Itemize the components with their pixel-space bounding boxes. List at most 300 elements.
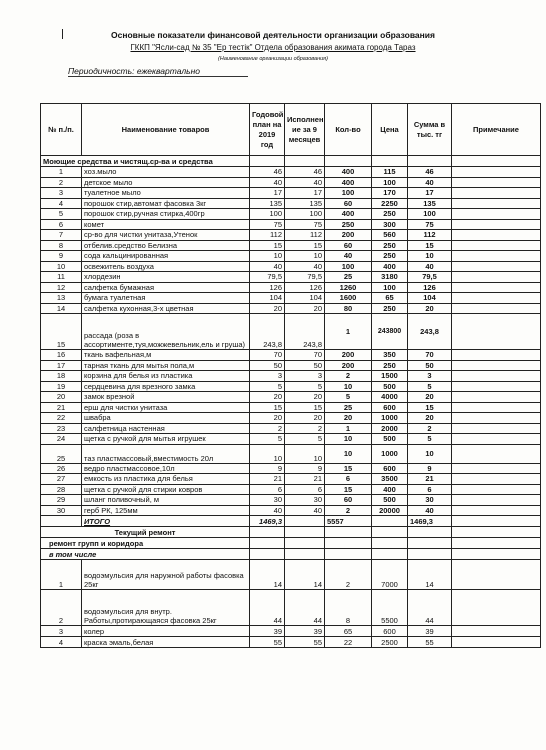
note — [452, 392, 541, 403]
sum: 17 — [408, 188, 452, 199]
quantity: 15 — [325, 484, 372, 495]
price: 1500 — [372, 371, 408, 382]
row-number: 29 — [41, 495, 82, 506]
annual-plan: 39 — [250, 626, 285, 637]
empty-cell — [285, 527, 325, 538]
table-row — [41, 209, 541, 220]
item-name: сода кальцинированная — [82, 251, 250, 262]
table-row — [41, 590, 541, 626]
execution-9-months: 2 — [285, 423, 325, 434]
note — [452, 314, 541, 350]
item-name: салфетка кухонная,3-х цветная — [82, 303, 250, 314]
quantity: 1 — [325, 314, 372, 350]
execution-9-months: 21 — [285, 474, 325, 485]
note — [452, 293, 541, 304]
quantity: 250 — [325, 219, 372, 230]
annual-plan: 75 — [250, 219, 285, 230]
empty-cell — [372, 549, 408, 560]
price: 500 — [372, 434, 408, 445]
sum: 15 — [408, 240, 452, 251]
execution-9-months: 70 — [285, 350, 325, 361]
empty-cell — [285, 156, 325, 167]
table-row — [41, 560, 541, 590]
col-header: Цена — [372, 104, 408, 156]
table-row — [41, 444, 541, 463]
sum: 40 — [408, 177, 452, 188]
quantity: 5 — [325, 392, 372, 403]
section-title: в том числе — [49, 549, 97, 559]
annual-plan: 112 — [250, 230, 285, 241]
table-row — [41, 314, 541, 350]
item-name: колер — [82, 626, 250, 637]
section-row — [41, 527, 541, 538]
execution-9-months: 39 — [285, 626, 325, 637]
annual-plan: 104 — [250, 293, 285, 304]
sum: 126 — [408, 282, 452, 293]
section-title-cell — [41, 538, 250, 549]
price: 2250 — [372, 198, 408, 209]
item-name: ведро пластмассовое,10л — [82, 463, 250, 474]
table-row — [41, 413, 541, 424]
price: 300 — [372, 219, 408, 230]
quantity: 2 — [325, 371, 372, 382]
price: 600 — [372, 402, 408, 413]
total-plan: 1469,3 — [250, 516, 285, 527]
sum: 20 — [408, 392, 452, 403]
note — [452, 282, 541, 293]
col-header: Кол-во — [325, 104, 372, 156]
price: 400 — [372, 484, 408, 495]
note — [452, 261, 541, 272]
price: 65 — [372, 293, 408, 304]
row-number: 30 — [41, 505, 82, 516]
item-name: щетка с ручкой для стирки ковров — [82, 484, 250, 495]
sum: 30 — [408, 495, 452, 506]
item-name: хоз.мыло — [82, 167, 250, 178]
empty-cell — [372, 527, 408, 538]
section-row — [41, 538, 541, 549]
execution-9-months: 50 — [285, 360, 325, 371]
organization-name: ГККП "Ясли-сад № 35 "Ер тестік" Отдела образования акимата города Тараз — [130, 43, 416, 52]
annual-plan: 15 — [250, 402, 285, 413]
table-row — [41, 198, 541, 209]
price: 243800 — [372, 314, 408, 350]
note — [452, 484, 541, 495]
note — [452, 219, 541, 230]
col-header: Наименование товаров — [82, 104, 250, 156]
section-title-cell — [41, 527, 250, 538]
note — [452, 444, 541, 463]
row-number: 22 — [41, 413, 82, 424]
empty-cell — [372, 516, 408, 527]
annual-plan: 243,8 — [250, 314, 285, 350]
item-name: краска эмаль,белая — [82, 637, 250, 648]
row-number: 23 — [41, 423, 82, 434]
table-header — [41, 104, 541, 156]
quantity: 200 — [325, 230, 372, 241]
sum: 14 — [408, 560, 452, 590]
periodicity: Периодичность: ежеквартально — [68, 66, 248, 77]
item-name: детское мыло — [82, 177, 250, 188]
table-row — [41, 177, 541, 188]
execution-9-months: 126 — [285, 282, 325, 293]
row-number: 14 — [41, 303, 82, 314]
price: 250 — [372, 360, 408, 371]
item-name: водоэмульсия для наружной работы фасовка 25кг — [82, 560, 250, 590]
row-number: 4 — [41, 637, 82, 648]
quantity: 10 — [325, 434, 372, 445]
sum: 75 — [408, 219, 452, 230]
annual-plan: 135 — [250, 198, 285, 209]
price: 1000 — [372, 413, 408, 424]
table-row — [41, 434, 541, 445]
table-row — [41, 381, 541, 392]
execution-9-months: 243,8 — [285, 314, 325, 350]
col-header: Сумма в тыс. тг — [408, 104, 452, 156]
quantity: 2 — [325, 560, 372, 590]
row-number: 16 — [41, 350, 82, 361]
note — [452, 505, 541, 516]
item-name: порошок стир,ручная стирка,400гр — [82, 209, 250, 220]
note — [452, 423, 541, 434]
note — [452, 463, 541, 474]
row-number: 4 — [41, 198, 82, 209]
item-name: хлордезин — [82, 272, 250, 283]
table-row — [41, 188, 541, 199]
table-row — [41, 626, 541, 637]
empty-cell — [285, 516, 325, 527]
execution-9-months: 3 — [285, 371, 325, 382]
note — [452, 167, 541, 178]
quantity: 1600 — [325, 293, 372, 304]
row-number: 28 — [41, 484, 82, 495]
item-name: рассада (роза в ассортименте,туя,можжевельник,ель и груша) — [82, 314, 250, 350]
empty-cell — [372, 156, 408, 167]
sum: 135 — [408, 198, 452, 209]
execution-9-months: 17 — [285, 188, 325, 199]
quantity: 8 — [325, 590, 372, 626]
note — [452, 495, 541, 506]
sum: 79,5 — [408, 272, 452, 283]
row-number: 1 — [41, 560, 82, 590]
price: 20000 — [372, 505, 408, 516]
execution-9-months: 10 — [285, 251, 325, 262]
table-row — [41, 282, 541, 293]
annual-plan: 15 — [250, 240, 285, 251]
empty-cell — [452, 516, 541, 527]
sum: 20 — [408, 303, 452, 314]
annual-plan: 2 — [250, 423, 285, 434]
execution-9-months: 9 — [285, 463, 325, 474]
price: 600 — [372, 463, 408, 474]
empty-cell — [325, 156, 372, 167]
execution-9-months: 10 — [285, 444, 325, 463]
execution-9-months: 40 — [285, 177, 325, 188]
note — [452, 371, 541, 382]
empty-cell — [452, 156, 541, 167]
row-number: 20 — [41, 392, 82, 403]
annual-plan: 21 — [250, 474, 285, 485]
empty-cell — [452, 549, 541, 560]
quantity: 40 — [325, 251, 372, 262]
note — [452, 177, 541, 188]
quantity: 10 — [325, 381, 372, 392]
empty-cell — [452, 538, 541, 549]
empty-cell — [250, 549, 285, 560]
note — [452, 230, 541, 241]
note — [452, 626, 541, 637]
table-row — [41, 219, 541, 230]
price: 250 — [372, 251, 408, 262]
item-name: швабра — [82, 413, 250, 424]
annual-plan: 126 — [250, 282, 285, 293]
execution-9-months: 14 — [285, 560, 325, 590]
item-name: корзина для белья из пластика — [82, 371, 250, 382]
table-row — [41, 360, 541, 371]
sum: 70 — [408, 350, 452, 361]
section-title-cell — [41, 156, 250, 167]
section-title: Моющие средства и чистящ.ср-ва и средства — [43, 156, 213, 166]
empty-cell — [408, 527, 452, 538]
execution-9-months: 79,5 — [285, 272, 325, 283]
organization-note: (Наименование организации образования) — [218, 56, 328, 62]
sum: 21 — [408, 474, 452, 485]
quantity: 100 — [325, 188, 372, 199]
quantity: 20 — [325, 413, 372, 424]
table-row — [41, 261, 541, 272]
col-header: Примечание — [452, 104, 541, 156]
item-name: освежитель воздуха — [82, 261, 250, 272]
row-number: 21 — [41, 402, 82, 413]
row-number: 19 — [41, 381, 82, 392]
row-number: 5 — [41, 209, 82, 220]
quantity: 25 — [325, 272, 372, 283]
price: 3180 — [372, 272, 408, 283]
execution-9-months: 20 — [285, 392, 325, 403]
price: 250 — [372, 209, 408, 220]
row-number: 10 — [41, 261, 82, 272]
finance-table — [40, 103, 541, 648]
table-row — [41, 240, 541, 251]
annual-plan: 5 — [250, 434, 285, 445]
price: 3500 — [372, 474, 408, 485]
execution-9-months: 5 — [285, 434, 325, 445]
empty-cell — [372, 538, 408, 549]
note — [452, 637, 541, 648]
quantity: 1260 — [325, 282, 372, 293]
execution-9-months: 40 — [285, 261, 325, 272]
empty-cell — [41, 516, 82, 527]
sum: 15 — [408, 402, 452, 413]
annual-plan: 20 — [250, 303, 285, 314]
table-row — [41, 251, 541, 262]
sum: 10 — [408, 444, 452, 463]
item-name: емкость из пластика для белья — [82, 474, 250, 485]
note — [452, 251, 541, 262]
annual-plan: 50 — [250, 360, 285, 371]
table-row — [41, 392, 541, 403]
item-name: ерш для чистки унитаза — [82, 402, 250, 413]
note — [452, 272, 541, 283]
empty-cell — [325, 549, 372, 560]
price: 1000 — [372, 444, 408, 463]
table-row — [41, 474, 541, 485]
quantity: 10 — [325, 444, 372, 463]
item-name: комет — [82, 219, 250, 230]
section-title: Текущий ремонт — [114, 527, 176, 537]
note — [452, 590, 541, 626]
row-number: 2 — [41, 590, 82, 626]
quantity: 2 — [325, 505, 372, 516]
sum: 5 — [408, 381, 452, 392]
execution-9-months: 20 — [285, 303, 325, 314]
item-name: сердцевина для врезного замка — [82, 381, 250, 392]
item-name: ткань вафельная,м — [82, 350, 250, 361]
note — [452, 240, 541, 251]
sum: 104 — [408, 293, 452, 304]
price: 5500 — [372, 590, 408, 626]
price: 100 — [372, 177, 408, 188]
table-row — [41, 350, 541, 361]
empty-cell — [250, 156, 285, 167]
item-name: салфетница настенная — [82, 423, 250, 434]
col-header: № п./п. — [41, 104, 82, 156]
note — [452, 188, 541, 199]
sum: 2 — [408, 423, 452, 434]
empty-cell — [408, 156, 452, 167]
table-row — [41, 505, 541, 516]
row-number: 11 — [41, 272, 82, 283]
price: 500 — [372, 495, 408, 506]
quantity: 60 — [325, 198, 372, 209]
note — [452, 209, 541, 220]
row-number: 18 — [41, 371, 82, 382]
annual-plan: 40 — [250, 261, 285, 272]
execution-9-months: 100 — [285, 209, 325, 220]
annual-plan: 100 — [250, 209, 285, 220]
item-name: таз пластмассовый,вместимость 20л — [82, 444, 250, 463]
sum: 5 — [408, 434, 452, 445]
execution-9-months: 112 — [285, 230, 325, 241]
annual-plan: 70 — [250, 350, 285, 361]
quantity: 60 — [325, 495, 372, 506]
price: 2000 — [372, 423, 408, 434]
note — [452, 198, 541, 209]
note — [452, 303, 541, 314]
price: 170 — [372, 188, 408, 199]
annual-plan: 79,5 — [250, 272, 285, 283]
note — [452, 350, 541, 361]
execution-9-months: 6 — [285, 484, 325, 495]
annual-plan: 20 — [250, 392, 285, 403]
note — [452, 560, 541, 590]
empty-cell — [325, 527, 372, 538]
col-header: Годовой план на 2019 год — [250, 104, 285, 156]
item-name: туалетное мыло — [82, 188, 250, 199]
sum: 10 — [408, 251, 452, 262]
row-number: 2 — [41, 177, 82, 188]
sum: 243,8 — [408, 314, 452, 350]
execution-9-months: 46 — [285, 167, 325, 178]
execution-9-months: 55 — [285, 637, 325, 648]
item-name: бумага туалетная — [82, 293, 250, 304]
section-title: ремонт групп и коридора — [49, 538, 144, 548]
empty-cell — [408, 538, 452, 549]
quantity: 80 — [325, 303, 372, 314]
sum: 44 — [408, 590, 452, 626]
empty-cell — [250, 527, 285, 538]
annual-plan: 17 — [250, 188, 285, 199]
sum: 112 — [408, 230, 452, 241]
price: 115 — [372, 167, 408, 178]
row-number: 24 — [41, 434, 82, 445]
table-row — [41, 272, 541, 283]
sum: 40 — [408, 261, 452, 272]
table-row — [41, 371, 541, 382]
quantity: 100 — [325, 261, 372, 272]
sum: 100 — [408, 209, 452, 220]
row-number: 3 — [41, 626, 82, 637]
table-row — [41, 484, 541, 495]
quantity: 25 — [325, 402, 372, 413]
annual-plan: 10 — [250, 444, 285, 463]
table-row — [41, 303, 541, 314]
empty-cell — [325, 538, 372, 549]
empty-cell — [452, 527, 541, 538]
sum: 39 — [408, 626, 452, 637]
price: 250 — [372, 303, 408, 314]
empty-cell — [285, 538, 325, 549]
annual-plan: 40 — [250, 177, 285, 188]
price: 4000 — [372, 392, 408, 403]
sum: 50 — [408, 360, 452, 371]
sum: 6 — [408, 484, 452, 495]
sum: 20 — [408, 413, 452, 424]
quantity: 200 — [325, 350, 372, 361]
table-row — [41, 423, 541, 434]
row-number: 15 — [41, 314, 82, 350]
sum: 55 — [408, 637, 452, 648]
annual-plan: 14 — [250, 560, 285, 590]
item-name: отбелив.средство Белизна — [82, 240, 250, 251]
annual-plan: 30 — [250, 495, 285, 506]
annual-plan: 44 — [250, 590, 285, 626]
item-name: водоэмульсия для внутр. Работы,протирающаяся фасовка 25кг — [82, 590, 250, 626]
note — [452, 434, 541, 445]
row-number: 17 — [41, 360, 82, 371]
sum: 40 — [408, 505, 452, 516]
quantity: 400 — [325, 167, 372, 178]
note — [452, 413, 541, 424]
empty-cell — [408, 549, 452, 560]
quantity: 65 — [325, 626, 372, 637]
quantity: 60 — [325, 240, 372, 251]
price: 600 — [372, 626, 408, 637]
item-name: герб РК, 125мм — [82, 505, 250, 516]
item-name: ср-во для чистки унитаза,Утенок — [82, 230, 250, 241]
quantity: 22 — [325, 637, 372, 648]
execution-9-months: 5 — [285, 381, 325, 392]
row-number: 12 — [41, 282, 82, 293]
execution-9-months: 20 — [285, 413, 325, 424]
empty-cell — [285, 549, 325, 560]
execution-9-months: 135 — [285, 198, 325, 209]
item-name: порошок стир,автомат фасовка 3кг — [82, 198, 250, 209]
row-number: 7 — [41, 230, 82, 241]
section-title-cell — [41, 549, 250, 560]
total-sum: 1469,3 — [408, 516, 452, 527]
execution-9-months: 75 — [285, 219, 325, 230]
